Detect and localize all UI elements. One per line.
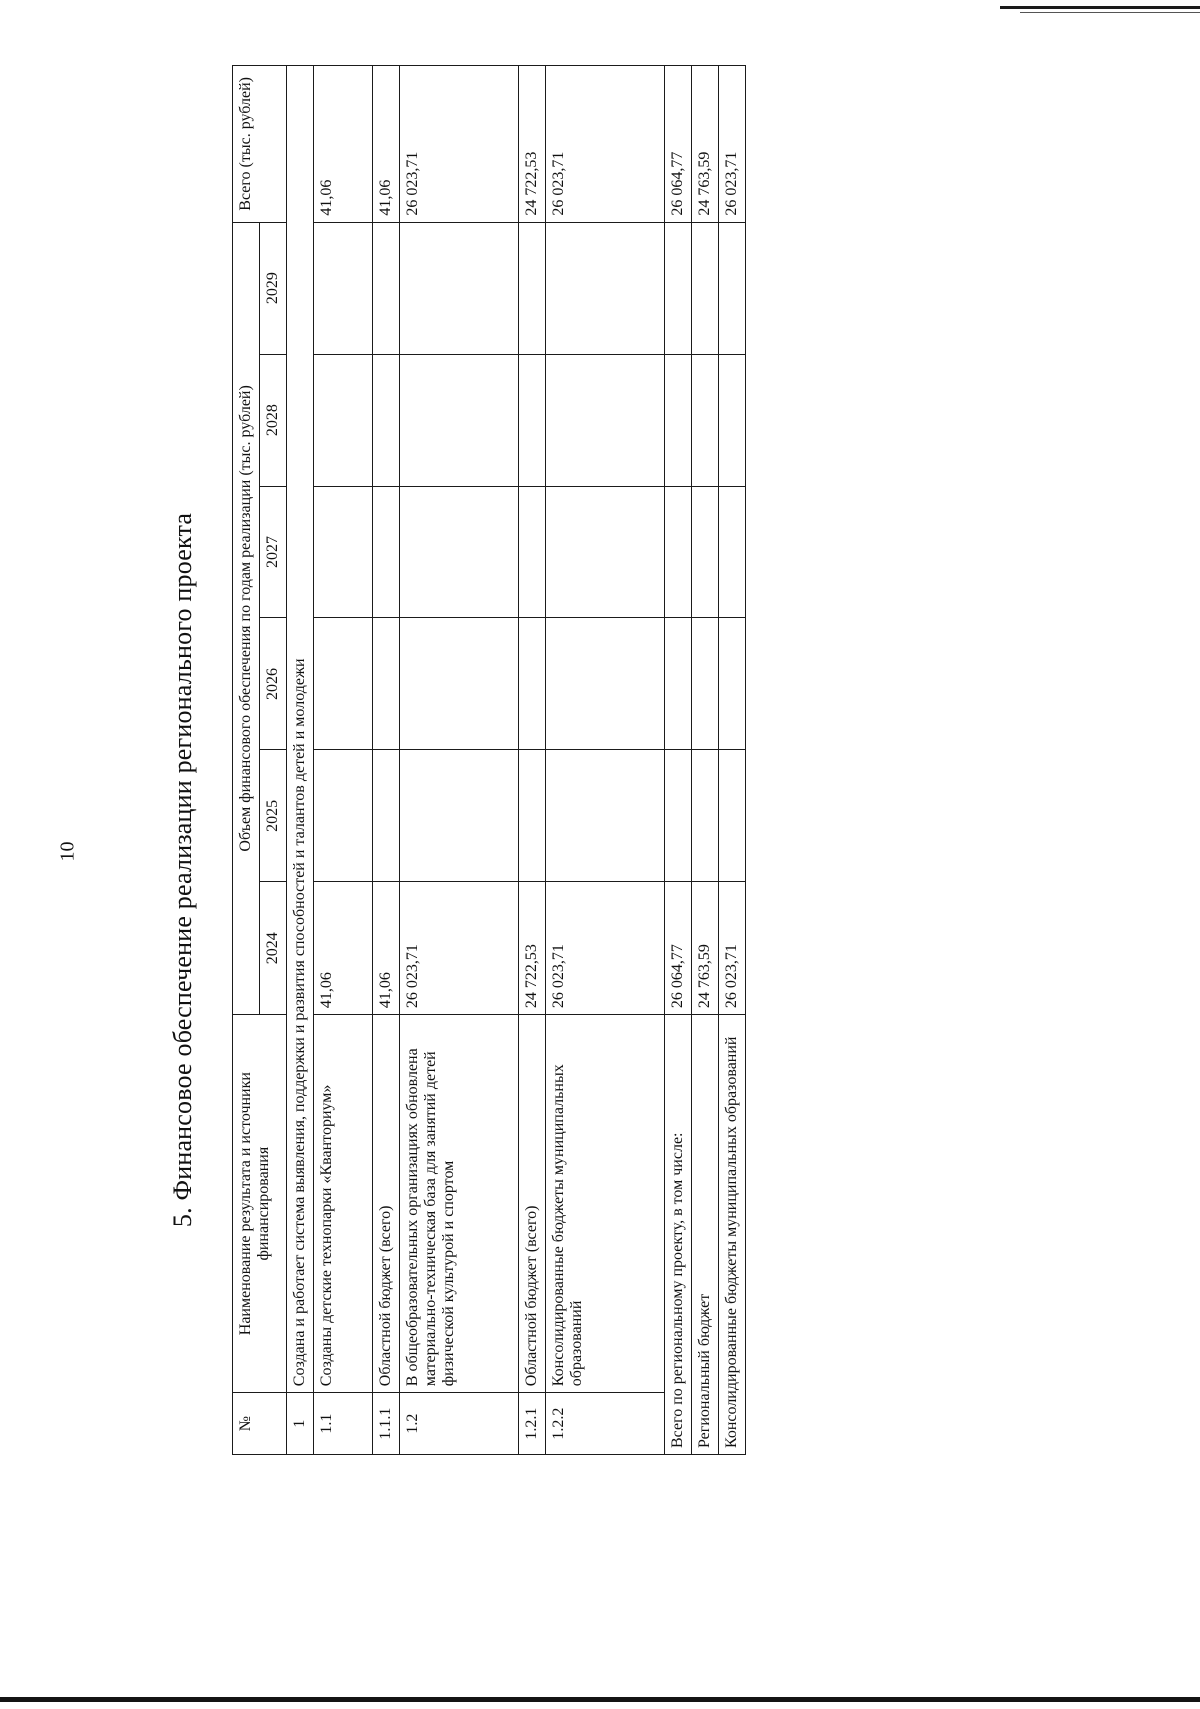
row-value-empty xyxy=(692,618,719,750)
row-value-empty xyxy=(400,750,519,882)
header-year: 2027 xyxy=(260,486,287,618)
scan-edge-bottom xyxy=(0,1697,1200,1702)
row-num: 1.1 xyxy=(314,1393,373,1455)
row-value-empty xyxy=(665,486,692,618)
table-row xyxy=(314,66,373,1455)
row-value-empty xyxy=(546,486,665,618)
header-year: 2026 xyxy=(260,618,287,750)
row-value-empty xyxy=(719,486,746,618)
row-value-empty xyxy=(373,750,400,882)
row-total: 41,06 xyxy=(373,66,400,223)
row-num: 1.2.1 xyxy=(519,1393,546,1455)
row-value-empty xyxy=(314,750,373,882)
totals-row xyxy=(692,66,719,1455)
row-value-empty xyxy=(373,222,400,354)
header-name: Наименование результата и источники финансирования xyxy=(233,1015,287,1393)
row-value-empty xyxy=(314,354,373,486)
scan-edge-top xyxy=(1000,6,1200,9)
row-value-empty xyxy=(546,354,665,486)
row-value-empty xyxy=(400,618,519,750)
header-year: 2029 xyxy=(260,222,287,354)
row-value-2024: 26 023,71 xyxy=(546,882,665,1015)
row-value-empty xyxy=(400,222,519,354)
header-total: Всего (тыс. рублей) xyxy=(233,66,287,223)
row-value-empty xyxy=(546,750,665,882)
row-num: 1.1.1 xyxy=(373,1393,400,1455)
row-value-empty xyxy=(373,618,400,750)
row-value-empty xyxy=(314,618,373,750)
row-value-empty xyxy=(719,618,746,750)
row-value-empty xyxy=(546,618,665,750)
row-name: Областной бюджет (всего) xyxy=(519,1015,546,1393)
row-num: 1.2 xyxy=(400,1393,519,1455)
header-year: 2025 xyxy=(260,750,287,882)
table-row xyxy=(373,66,400,1455)
row-value-empty xyxy=(665,618,692,750)
row-value-2024: 41,06 xyxy=(314,882,373,1015)
header-num: № xyxy=(233,1393,287,1455)
section-title: 5. Финансовое обеспечение реализации регионального проекта xyxy=(168,512,197,1228)
row-value-empty xyxy=(519,618,546,750)
table-row xyxy=(519,66,546,1455)
row-value-2024: 26 023,71 xyxy=(400,882,519,1015)
row-name: Областной бюджет (всего) xyxy=(373,1015,400,1393)
section-num: 1 xyxy=(287,1393,314,1455)
row-value-empty xyxy=(519,486,546,618)
row-value-empty xyxy=(665,354,692,486)
row-value-empty xyxy=(692,222,719,354)
row-value-empty xyxy=(692,354,719,486)
rotated-page-content xyxy=(0,76,1200,1620)
totals-value-2024: 26 023,71 xyxy=(719,882,746,1015)
scan-edge-top-thin xyxy=(1020,12,1200,13)
table-row xyxy=(400,66,519,1455)
totals-value-2024: 26 064,77 xyxy=(665,882,692,1015)
row-value-empty xyxy=(692,750,719,882)
header-year: 2028 xyxy=(260,354,287,486)
row-value-empty xyxy=(665,222,692,354)
row-value-empty xyxy=(719,222,746,354)
totals-name: Всего по региональному проекту, в том числе: xyxy=(665,1015,692,1455)
header-year: 2024 xyxy=(260,882,287,1015)
row-value-empty xyxy=(665,750,692,882)
totals-total: 26 064,77 xyxy=(665,66,692,223)
row-value-2024: 24 722,53 xyxy=(519,882,546,1015)
row-value-empty xyxy=(400,354,519,486)
row-value-empty xyxy=(373,486,400,618)
row-num: 1.2.2 xyxy=(546,1393,665,1455)
totals-row xyxy=(719,66,746,1455)
row-value-empty xyxy=(400,486,519,618)
row-value-empty xyxy=(719,750,746,882)
row-total: 41,06 xyxy=(314,66,373,223)
row-value-empty xyxy=(692,486,719,618)
row-total: 26 023,71 xyxy=(400,66,519,223)
totals-name: Региональный бюджет xyxy=(692,1015,719,1455)
totals-name: Консолидированные бюджеты муниципальных образований xyxy=(719,1015,746,1455)
totals-total: 24 763,59 xyxy=(692,66,719,223)
row-value-empty xyxy=(314,486,373,618)
section-text: Создана и работает система выявления, поддержки и развития способностей и талантов детей и молодежи xyxy=(287,66,314,1393)
totals-value-2024: 24 763,59 xyxy=(692,882,719,1015)
row-value-empty xyxy=(546,222,665,354)
row-value-empty xyxy=(373,354,400,486)
totals-row xyxy=(665,66,692,1455)
row-name: В общеобразовательных организациях обновлена материально-техническая база для занятий детей физической культурой и спортом xyxy=(400,1015,519,1393)
page-number: 10 xyxy=(56,841,79,862)
row-value-empty xyxy=(314,222,373,354)
section-row xyxy=(287,66,314,1455)
totals-total: 26 023,71 xyxy=(719,66,746,223)
row-value-empty xyxy=(519,750,546,882)
row-total: 24 722,53 xyxy=(519,66,546,223)
table-row xyxy=(546,66,665,1455)
row-value-2024: 41,06 xyxy=(373,882,400,1015)
row-value-empty xyxy=(719,354,746,486)
row-name: Консолидированные бюджеты муниципальных образований xyxy=(546,1015,665,1393)
financing-table xyxy=(232,65,746,1455)
header-volume-group: Объем финансового обеспечения по годам реализации (тыс. рублей) xyxy=(233,222,260,1014)
row-total: 26 023,71 xyxy=(546,66,665,223)
table-header-row xyxy=(233,66,260,1455)
row-value-empty xyxy=(519,222,546,354)
row-value-empty xyxy=(519,354,546,486)
row-name: Созданы детские технопарки «Кванториум» xyxy=(314,1015,373,1393)
